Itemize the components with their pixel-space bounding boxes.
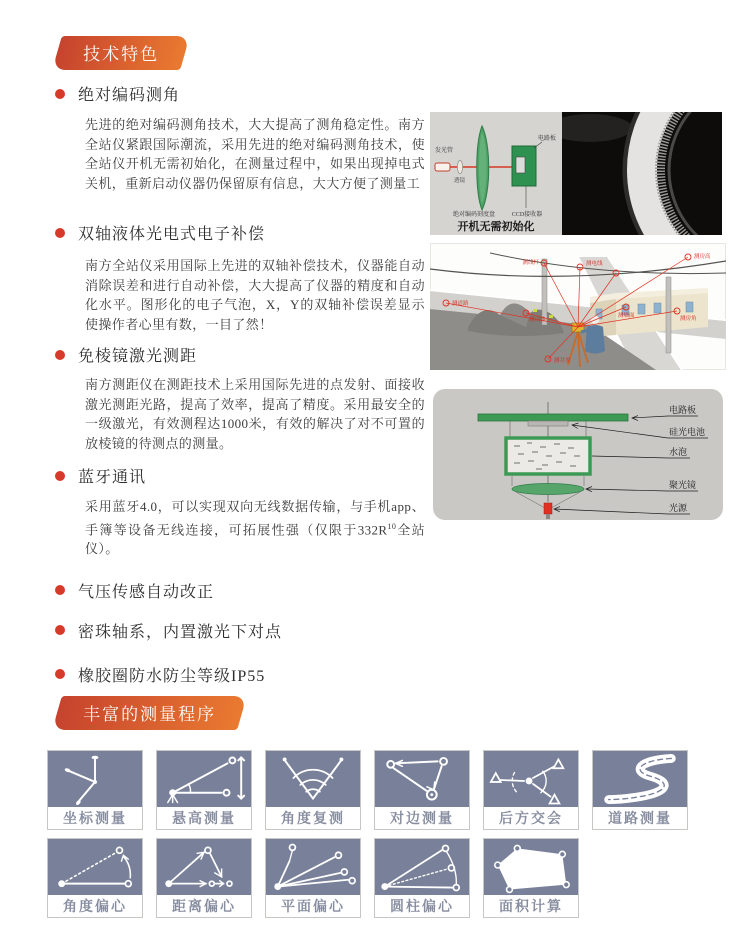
feature-title: 密珠轴系，内置激光下对点 [78, 623, 283, 641]
comp-label-photocell: 硅光电池 [669, 427, 706, 437]
bullet-icon [55, 625, 65, 635]
program-label: 角度复测 [266, 807, 360, 829]
feature-title: 蓝牙通讯 [78, 469, 147, 486]
bullet-icon [55, 669, 65, 679]
compensator-diagram [432, 388, 724, 521]
emitter-label: 发光管 [435, 148, 454, 154]
program-tile-plane-offset [265, 838, 361, 918]
program-label: 坐标测量 [48, 807, 142, 829]
feature-item-absolute-encoding [55, 82, 430, 193]
callout-building-height: 测房高 [694, 254, 711, 260]
distance-offset-icon [157, 839, 251, 895]
comp-label-lens: 聚光镜 [669, 480, 697, 490]
program-tile-remote-height [156, 750, 252, 830]
program-label: 后方交会 [484, 807, 578, 829]
angle-offset-icon [48, 839, 142, 895]
coordinate-measure-icon [48, 751, 142, 807]
feature-body: 南方测距仪在测距技术上采用国际先进的点发射、面接收激光测距光路，提高了效率，提高了精度。采用最安全的一级激光，有效测程达1000米，有效的解决了对不可置的放棱镜的待测点的测量。 [85, 377, 425, 451]
program-grid-row-1 [47, 750, 707, 830]
program-label: 角度偏心 [48, 895, 142, 917]
section-banner-programs [52, 696, 247, 730]
feature-body: 南方全站仪采用国际上先进的双轴补偿技术，仪器能自动消除误差和进行自动补偿，大大提高了仪器的精度和自动化水平。图形化的电子气泡，X，Y的双轴补偿误差显示使操作者心里有数，一目了然！ [85, 258, 425, 332]
callout-pole: 测线杆 [522, 260, 539, 266]
program-tile-resection [483, 750, 579, 830]
feature-item-bluetooth [55, 464, 430, 559]
section-banner-features [52, 36, 190, 70]
comp-label-board: 电路板 [669, 405, 697, 415]
bullet-icon [55, 585, 65, 595]
program-tile-area-calc [483, 838, 579, 918]
board-label: 电路板 [538, 136, 557, 142]
encoder-caption: 开机无需初始化 [457, 221, 535, 233]
feature-body [85, 497, 425, 559]
program-tile-cylinder-offset [374, 838, 470, 918]
program-grid [47, 750, 707, 926]
feature-body: 先进的绝对编码测角技术，大大提高了测角稳定性。南方全站仪紧跟国际潮流，采用先进的绝对编码测角技术，使全站仪开机无需初始化，在测量过程中，如果出现掉电式关机，重新启动仪器仍保留原有信息，大大方便了测量工 [85, 117, 425, 191]
program-label: 对边测量 [375, 807, 469, 829]
encoder-figure [430, 112, 722, 235]
encoder-photo [562, 112, 722, 235]
utility-pole-left [542, 259, 547, 325]
bullet-icon [55, 471, 65, 481]
feature-body-text: 全站仪）。 [85, 521, 425, 557]
program-label: 圆柱偏心 [375, 895, 469, 917]
lens-label: 透镜 [454, 178, 466, 184]
feature-item-ball-bearing-axis [55, 619, 430, 642]
plane-offset-icon [266, 839, 360, 895]
resection-icon [484, 751, 578, 807]
lens-shape [457, 161, 462, 174]
program-tile-distance-offset [156, 838, 252, 918]
feature-item-ip55 [55, 663, 430, 686]
bullet-icon [55, 350, 65, 360]
feature-title: 双轴液体光电式电子补偿 [78, 226, 266, 243]
disk-label: 绝对编码刻度盘 [452, 212, 496, 218]
light-source-shape [544, 503, 552, 514]
callout-mountain: 测山体 [529, 317, 546, 323]
area-calc-icon [484, 839, 578, 895]
utility-pole-right [666, 277, 671, 353]
callout-wall: 测墙面 [618, 313, 635, 319]
reflectorless-scene-figure [430, 243, 726, 370]
program-tile-coordinate [47, 750, 143, 830]
program-grid-row-2 [47, 838, 707, 918]
circuit-board-shape [478, 414, 628, 421]
missing-line-icon [375, 751, 469, 807]
program-label: 悬高测量 [157, 807, 251, 829]
compensator-figure [432, 388, 724, 521]
program-tile-angle-repeat [265, 750, 361, 830]
program-tile-missing-line [374, 750, 470, 830]
feature-item-reflectorless-edm [55, 343, 430, 453]
feature-title: 气压传感自动改正 [78, 583, 215, 601]
program-tile-road [592, 750, 688, 830]
photocell-shape [528, 421, 568, 426]
comp-label-source: 光源 [669, 503, 688, 513]
callout-building-corner: 测房角 [680, 316, 697, 322]
road-measure-icon [593, 751, 687, 807]
feature-column [0, 0, 430, 730]
program-label: 面积计算 [484, 895, 578, 917]
program-tile-angle-offset [47, 838, 143, 918]
scene-illustration [430, 243, 726, 370]
program-label: 道路测量 [593, 807, 687, 829]
program-label: 平面偏心 [266, 895, 360, 917]
encoder-diagram [430, 112, 562, 235]
comp-label-vial: 水泡 [669, 447, 688, 457]
feature-body-text: 采用蓝牙4.0，可以实现双向无线数据传输，与手机app、手簿等设备无线连接，可拓展性强（仅限于332R [85, 499, 425, 537]
section-banner-features-label: 技术特色 [83, 45, 160, 64]
emitter-shape [435, 163, 450, 171]
bullet-icon [55, 89, 65, 99]
feature-title: 绝对编码测角 [78, 87, 181, 104]
callout-road: 测道路 [452, 301, 469, 307]
ccd-label: CCD接收器 [511, 212, 543, 218]
callout-manhole: 测井盖 [554, 358, 571, 364]
model-superscript: 10 [387, 521, 397, 531]
program-label: 距离偏心 [157, 895, 251, 917]
feature-title: 免棱镜激光测距 [78, 348, 198, 365]
section-banner-programs-label: 丰富的测量程序 [83, 704, 217, 724]
bullet-icon [55, 228, 65, 238]
feature-item-pressure-sensor [55, 579, 430, 602]
condenser-lens-shape [512, 484, 584, 495]
feature-item-dual-axis-compensation [55, 221, 430, 334]
ccd-window [516, 157, 525, 173]
cylinder-offset-icon [375, 839, 469, 895]
feature-title: 橡胶圈防水防尘等级IP55 [78, 667, 266, 685]
angle-repeat-icon [266, 751, 360, 807]
callout-wire: 测电线 [586, 261, 603, 267]
remote-height-icon [157, 751, 251, 807]
